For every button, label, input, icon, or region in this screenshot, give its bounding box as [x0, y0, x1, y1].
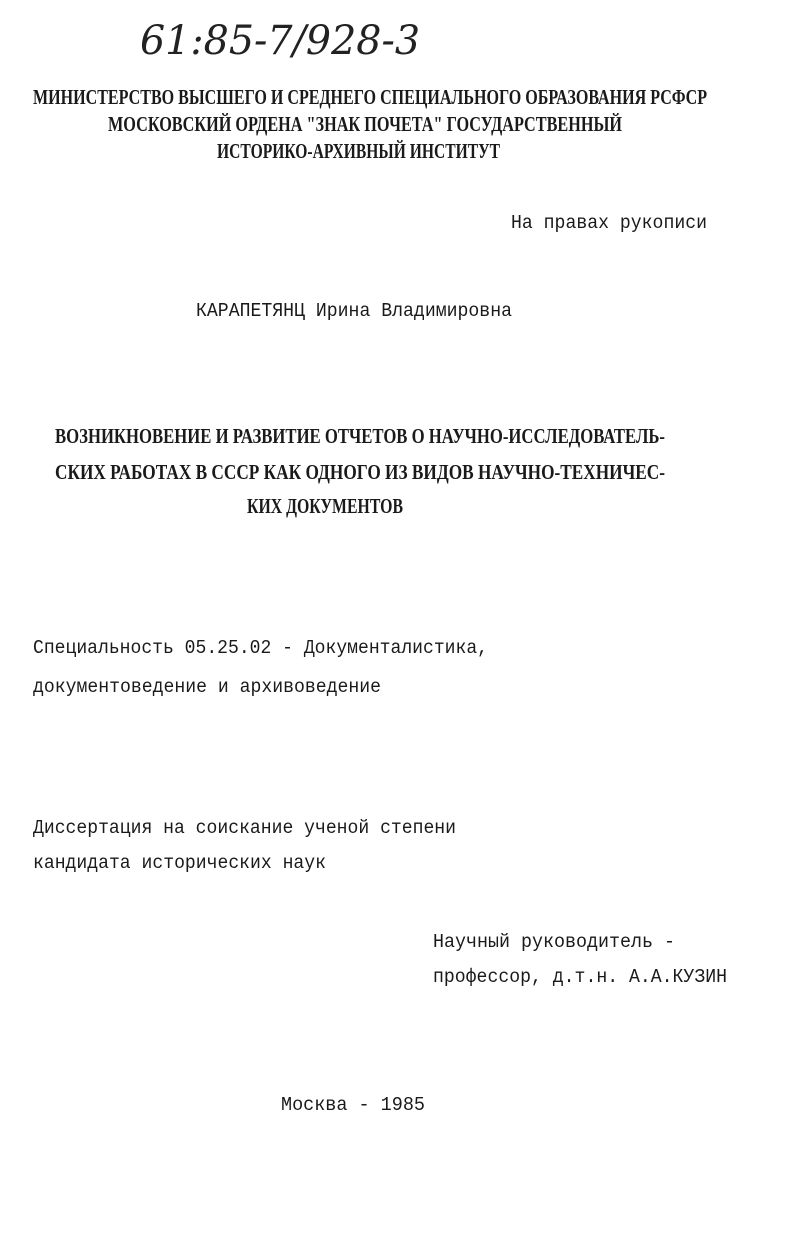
advisor-line-1: Научный руководитель -	[433, 931, 675, 953]
archive-code-handwritten: 61:85-7/928-3	[140, 18, 420, 64]
title-line-1: ВОЗНИКНОВЕНИЕ И РАЗВИТИЕ ОТЧЕТОВ О НАУЧНО-ИССЛЕДОВАТЕЛЬ-	[55, 424, 665, 448]
degree-line-2: кандидата исторических наук	[33, 852, 326, 874]
author-name: КАРАПЕТЯНЦ Ирина Владимировна	[196, 300, 512, 322]
advisor-line-2: профессор, д.т.н. А.А.КУЗИН	[433, 966, 727, 988]
institute-heading-line1: МОСКОВСКИЙ ОРДЕНА "ЗНАК ПОЧЕТА" ГОСУДАРСТВЕННЫЙ	[108, 112, 622, 136]
place-year: Москва - 1985	[281, 1094, 425, 1116]
degree-line-1: Диссертация на соискание ученой степени	[33, 817, 456, 839]
ministry-heading: МИНИСТЕРСТВО ВЫСШЕГО И СРЕДНЕГО СПЕЦИАЛЬНОГО ОБРАЗОВАНИЯ РСФСР	[33, 85, 707, 109]
institute-heading-line2: ИСТОРИКО-АРХИВНЫЙ ИНСТИТУТ	[217, 139, 500, 163]
title-line-3: КИХ ДОКУМЕНТОВ	[247, 494, 403, 518]
manuscript-note: На правах рукописи	[511, 212, 707, 234]
specialty-line-1: Специальность 05.25.02 - Документалистика,	[33, 637, 488, 659]
title-line-2: СКИХ РАБОТАХ В СССР КАК ОДНОГО ИЗ ВИДОВ НАУЧНО-ТЕХНИЧЕС-	[55, 460, 665, 484]
specialty-line-2: документоведение и архивоведение	[33, 676, 381, 698]
